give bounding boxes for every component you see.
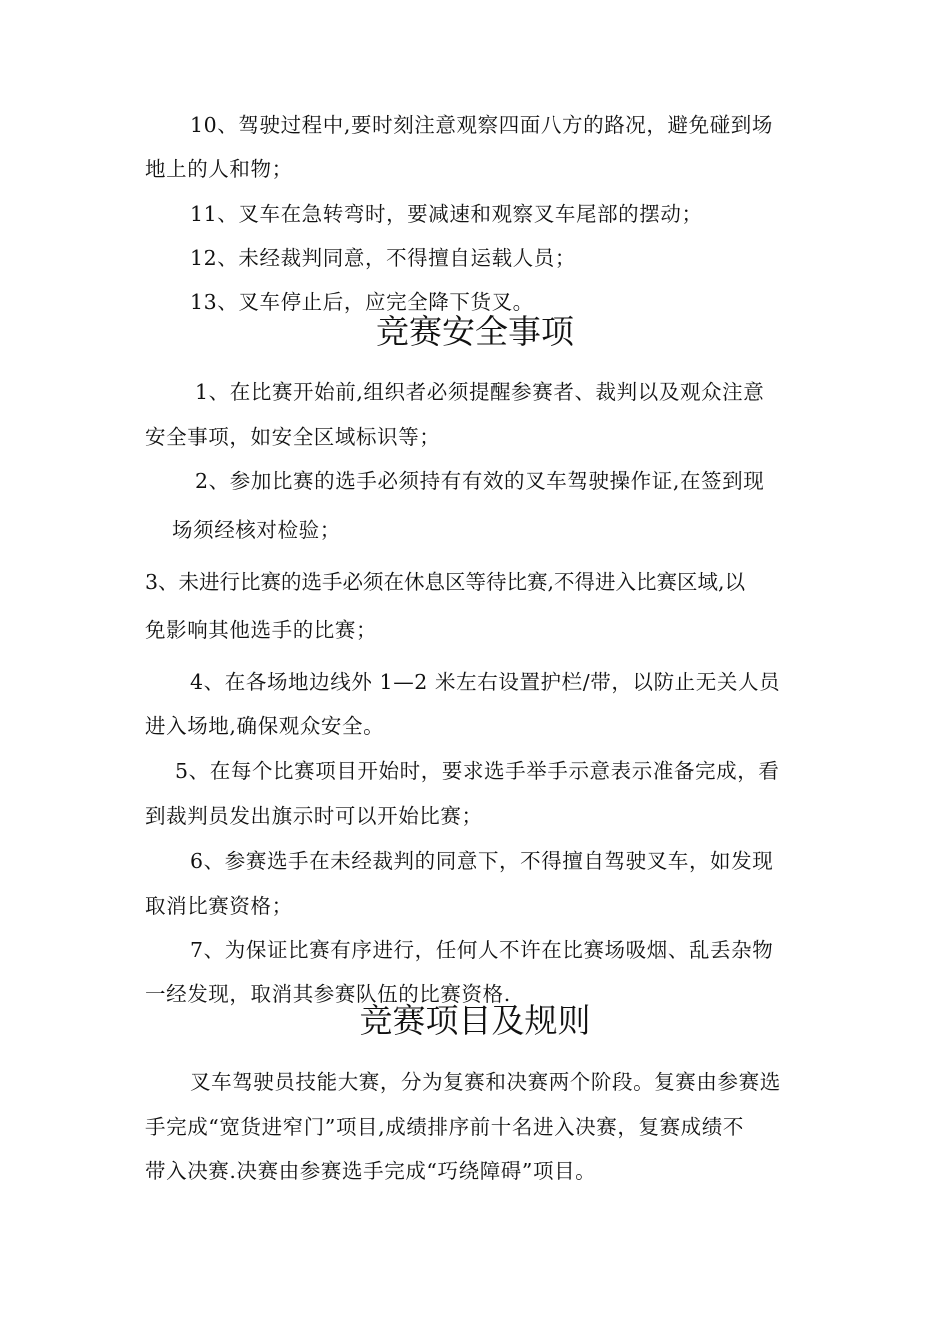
safety-line-7a: 7、为保证比赛有序进行，任何人不许在比赛场吸烟、乱丢杂物: [190, 938, 774, 962]
items-line-3: 带入决赛.决赛由参赛选手完成“巧绕障碍”项目。: [145, 1159, 597, 1183]
safety-line-3a: 3、未进行比赛的选手必须在休息区等待比赛,不得进入比赛区域,以: [145, 570, 746, 594]
safety-heading: 竞赛安全事项: [376, 312, 574, 351]
safety-line-6a: 6、参赛选手在未经裁判的同意下，不得擅自驾驶叉车，如发现: [190, 849, 774, 873]
safety-line-1a: 1、在比赛开始前,组织者必须提醒参赛者、裁判以及观众注意: [195, 380, 765, 404]
rule-line-13: 13、叉车停止后，应完全降下货叉。: [190, 290, 534, 314]
items-line-2: 手完成“宽货进窄门”项目,成绩排序前十名进入决赛，复赛成绩不: [145, 1115, 744, 1139]
safety-line-6b: 取消比赛资格；: [145, 894, 293, 918]
items-heading: 竞赛项目及规则: [359, 1001, 591, 1040]
rule-line-11: 11、叉车在急转弯时，要减速和观察叉车尾部的摆动；: [190, 202, 703, 226]
rule-line-12: 12、未经裁判同意，不得擅自运载人员；: [190, 246, 576, 270]
safety-line-7b: 一经发现，取消其参赛队伍的比赛资格.: [145, 982, 511, 1006]
safety-line-5b: 到裁判员发出旗示时可以开始比赛；: [145, 804, 483, 828]
safety-line-4a: 4、在各场地边线外 1—2 米左右设置护栏/带，以防止无关人员: [190, 670, 781, 694]
safety-line-3b: 免影响其他选手的比赛；: [145, 618, 378, 642]
safety-line-2b: 场须经核对检验；: [172, 518, 341, 542]
items-line-1: 叉车驾驶员技能大赛，分为复赛和决赛两个阶段。复赛由参赛选: [190, 1070, 781, 1094]
safety-line-4b: 进入场地,确保观众安全。: [145, 714, 385, 738]
safety-line-5a: 5、在每个比赛项目开始时，要求选手举手示意表示准备完成，看: [175, 759, 780, 783]
safety-line-1b: 安全事项，如安全区域标识等；: [145, 425, 441, 449]
rule-line-10b: 地上的人和物；: [145, 157, 293, 181]
safety-line-2a: 2、参加比赛的选手必须持有有效的叉车驾驶操作证,在签到现: [195, 469, 765, 493]
rule-line-10a: 10、驾驶过程中,要时刻注意观察四面八方的路况，避免碰到场: [190, 113, 773, 137]
